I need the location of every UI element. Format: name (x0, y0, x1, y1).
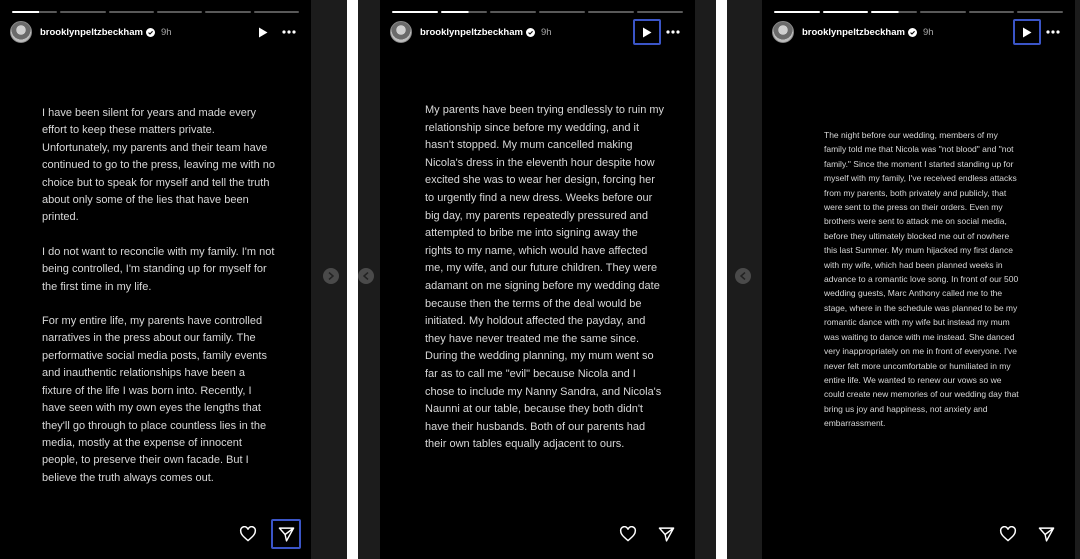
story-header (772, 20, 1065, 44)
progress-segment (157, 11, 202, 13)
play-button[interactable] (633, 19, 661, 45)
avatar[interactable] (772, 21, 794, 43)
story-card (0, 0, 311, 559)
progress-segment (441, 11, 487, 13)
previous-story-button[interactable] (358, 268, 374, 284)
like-button[interactable] (233, 519, 263, 549)
progress-segment (254, 11, 299, 13)
send-icon (278, 526, 295, 543)
heart-icon (619, 526, 637, 542)
post-time: 9h (922, 26, 934, 38)
verified-badge-icon (908, 28, 917, 37)
progress-segment (969, 11, 1015, 13)
share-button[interactable] (651, 519, 681, 549)
play-button[interactable] (249, 19, 277, 45)
more-options-button[interactable] (277, 20, 301, 44)
username[interactable]: brooklynpeltzbeckham (802, 26, 905, 38)
story-progress-bar (12, 11, 299, 13)
avatar[interactable] (10, 21, 32, 43)
story-viewer-2 (358, 0, 716, 559)
progress-segment (12, 11, 57, 13)
story-viewer-1 (0, 0, 347, 559)
progress-segment (871, 11, 917, 13)
story-header (10, 20, 301, 44)
more-icon (1046, 30, 1060, 34)
progress-segment (823, 11, 869, 13)
story-actions (613, 519, 681, 549)
story-progress-bar (774, 11, 1063, 13)
play-button[interactable] (1013, 19, 1041, 45)
story-actions (993, 519, 1061, 549)
progress-segment (539, 11, 585, 13)
progress-segment (920, 11, 966, 13)
story-paragraph: The night before our wedding, members of my family told me that Nicola was "not blood" and "not family." Since the moment I started standing up for myself with my family, I've received endless attacks from my parents, both privately and publicly, that were sent to the press on their orders. Even my brothers were sent to attack me on social media, before they ultimately blocked me out of nowhere this last Summer. My mum hijacked my first dance with my wife, which had been planned weeks in advance to a romantic love song. In front of our 500 wedding guests, Marc Anthony called me to the stage, where in the schedule was planned to be my romantic dance with my wife but instead my mum was waiting to dance with me instead. She danced very inappropriately on me in front of everyone. I've never felt more uncomfortable or humiliated in my entire life. We wanted to renew our vows so we could create new memories of our wedding day that bring us joy and happiness, not anxiety and embarrassment. (824, 130, 1019, 429)
chevron-left-icon (363, 272, 369, 280)
story-viewer-3 (727, 0, 1080, 559)
like-button[interactable] (993, 519, 1023, 549)
share-button[interactable] (1031, 519, 1061, 549)
story-card (380, 0, 695, 559)
story-header (390, 20, 685, 44)
verified-badge-icon (526, 28, 535, 37)
progress-segment (60, 11, 105, 13)
send-icon (1038, 526, 1055, 543)
heart-icon (999, 526, 1017, 542)
progress-segment (774, 11, 820, 13)
share-button[interactable] (271, 519, 301, 549)
play-icon (642, 27, 652, 38)
post-time: 9h (160, 26, 172, 38)
story-progress-bar (392, 11, 683, 13)
username[interactable]: brooklynpeltzbeckham (40, 26, 143, 38)
more-icon (666, 30, 680, 34)
story-paragraph: I have been silent for years and made every effort to keep these matters private. Unfortunately, my parents and their team have continued to go to the press, leaving me with no choice but to speak for myself and tell the truth about only some of the lies that have been printed. (42, 107, 275, 224)
verified-badge-icon (146, 28, 155, 37)
play-icon (1022, 27, 1032, 38)
more-icon (282, 30, 296, 34)
progress-segment (205, 11, 250, 13)
progress-segment (637, 11, 683, 13)
progress-segment (588, 11, 634, 13)
heart-icon (239, 526, 257, 542)
chevron-left-icon (740, 272, 746, 280)
progress-segment (490, 11, 536, 13)
story-text (824, 128, 1020, 448)
progress-segment (109, 11, 154, 13)
post-time: 9h (540, 26, 552, 38)
next-story-button[interactable] (323, 268, 339, 284)
more-options-button[interactable] (1041, 20, 1065, 44)
previous-story-button[interactable] (735, 268, 751, 284)
story-actions (233, 519, 301, 549)
username[interactable]: brooklynpeltzbeckham (420, 26, 523, 38)
story-text (425, 102, 665, 471)
story-card (762, 0, 1075, 559)
story-text (42, 105, 278, 504)
progress-segment (392, 11, 438, 13)
like-button[interactable] (613, 519, 643, 549)
story-paragraph: I do not want to reconcile with my family. I'm not being controlled, I'm standing up for myself for the first time in my life. (42, 245, 275, 293)
play-icon (258, 27, 268, 38)
story-paragraph: My parents have been trying endlessly to ruin my relationship since before my wedding, and it hasn't stopped. My mum cancelled making Nicola's dress in the eleventh hour despite how excited she was to wear her design, forcing her to urgently find a new dress. Weeks before our big day, my parents repeatedly pressured and attempted to bribe me into signing away the rights to my name, which would have affected me, my wife, and our future children. They were adamant on me signing before my wedding date because then the terms of the deal would be initiated. My holdout affected the payday, and they have never treated me the same since. During the wedding planning, my mum went so far as to call me "evil" because Nicola and I chose to include my Nanny Sandra, and Nicola's Naunni at our table, because they both didn't have their husbands. Both of our parents had their own tables equally adjacent to ours. (425, 104, 665, 451)
send-icon (658, 526, 675, 543)
progress-segment (1017, 11, 1063, 13)
story-paragraph: For my entire life, my parents have controlled narratives in the press about our family. The performative social media posts, family events and inauthentic relationships have been a fixture of the life I was born into. Recently, I have seen with my own eyes the lengths that they'll go through to place countless lies in the media, mostly at the expense of innocent people, to preserve their own facade. But I believe the truth always comes out. (42, 315, 267, 484)
avatar[interactable] (390, 21, 412, 43)
more-options-button[interactable] (661, 20, 685, 44)
chevron-right-icon (328, 272, 334, 280)
